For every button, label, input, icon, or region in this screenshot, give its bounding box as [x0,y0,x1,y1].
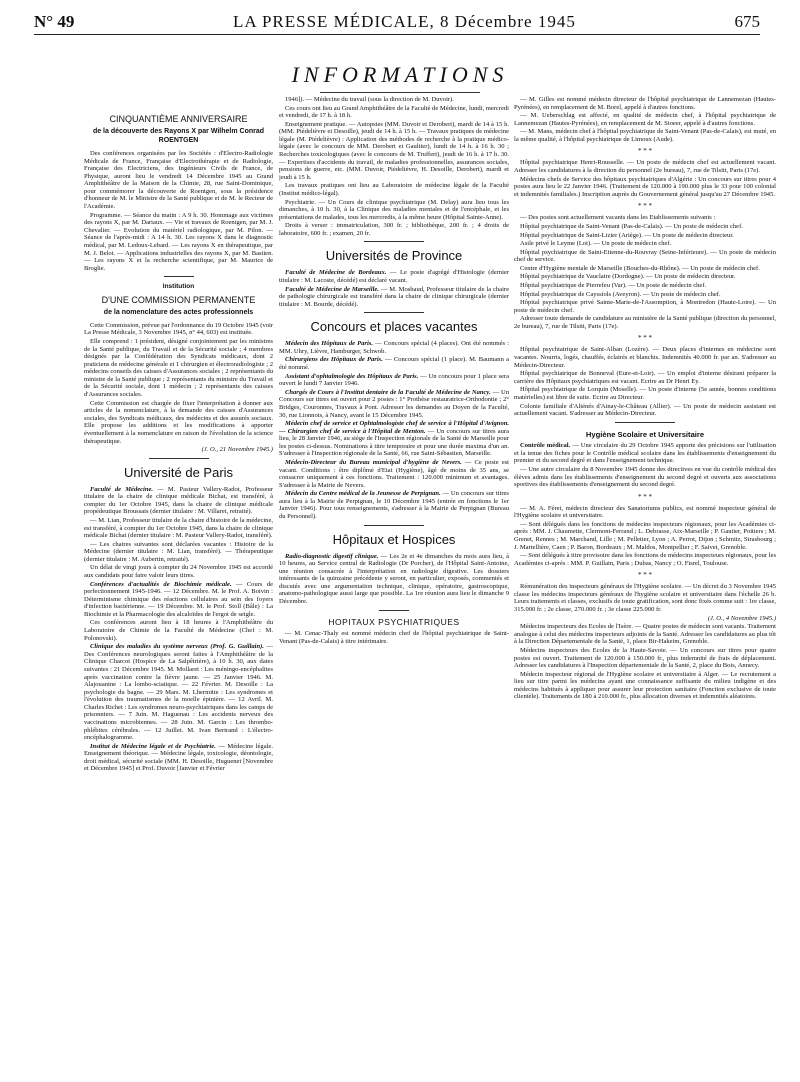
asterism: * * * [638,571,652,580]
separator [149,458,209,459]
paragraph: Médecin du Centre médical de la Jeunesse de Perpignan. — Un concours sur titres aura lieu à la Mairie de Perpignan, le 10 Décembre 1945 (entrée en fonctions le 1er Janvier 1946). Pour tous renseignements, s'adresser à la Mairie de Perpignan (Bureau du Personnel). [279,490,509,521]
separator [615,422,675,423]
paragraph: Clinique des maladies du système nerveux (Prof. G. Guillain). — Des Conférences neurologiques seront faites à l'Amphithéâtre de la Clinique Charcot (Hospice de La Salpêtrière), à 10 h. 30, aux dates suivantes : 21 Décembre 1945. M. Mollaret : Les méningo-encéphalites après vaccination contre la fièvre jaune. — 25 Janvier 1946. M. Alajouanine : La lombo-sciatique. — 22 Février. M. Desoille : La psychologie du bagne. — 29 Mars. M. Lhermitte : Les syndromes et l'évolution des traumatismes de la moelle épinière. — 12 Avril. M. Charles Richet : Les syndromes neuro-psychiatriques dans les camps de prisonniers. — 7 Juin. M. Haguenau : Les accidents nerveux des vaccinations microbiennes. — 28 Juin. M. Garcin : Les thrombo-phlébites cérébrales. — 12 Juillet. M. Ivan Bertrand : L'électro-encéphalogramme. [84,643,273,742]
paragraph: — Les chaires suivantes sont déclarées vacantes : Histoire de la Médecine (dernier titulaire : M. Lian, transféré). — Thérapeutique (dernier titulaire : M. Aubertin, retraité). [84,540,273,563]
running-head [34,12,760,34]
source-reference: (J. O., 4 Novembre 1945.) [707,614,776,622]
paragraph: Psychiatrie. — Un Cours de clinique psychiatrique (M. Delay) aura lieu tous les dimanches, à 10 h. 30, à la Clinique des maladies mentales et de l'encéphale, et les présentations de malades, tous les mercredis, à la même heure (Hôpital Sainte-Anne). [279,198,509,221]
paragraph: — Sont délégués à titre provisoire dans les fonctions de médecins inspecteurs régionaux, pour les Académies ci-après : MM. P. Guillain, Paris ; Dubas, Nancy ; O. Fisrel, Toulouse. [514,552,776,567]
separator [364,241,424,242]
school-hygiene-heading: Hygiène Scolaire et Universitaire [585,429,705,439]
paragraph: Hôpital psychiatrique de Saint-Venant (Pas-de-Calais). — Un poste de médecin chef. [520,222,743,230]
paragraph: 1946]). — Médecine du travail (sous la direction de M. Duvoir). [285,96,454,103]
paragraph: — M. Mans, médecin chef à l'hôpital psychiatrique de Saint-Venant (Pas-de-Calais), est muté, en la même qualité, à l'hôpital psychiatrique de Limoux (Aude). [514,128,776,143]
concours-heading: Concours et places vacantes [310,319,478,335]
paragraph: — Sont délégués dans les fonctions de médecins inspecteurs régionaux, pour les Académies ci-après : MM. J. Chaumette, Clermont-Ferrand ; L. Debrasse, Aix-Marseille ; P. Gautier, Poitiers ; M. Grenet, Rennes ; M. Marchand, Lille ; M. Pelletier, Lyon ; A. Perrot, Dijon ; Schmitz, Strasbourg ; J. Martellière, Caen ; P. Baron, Bordeaux ; M. Maldos, Montpellier ; F. Saivet, Grenoble. [514,520,776,551]
paragraph: Colonie familiale d'Aliénés d'Ainay-le-Château (Allier). — Un poste de médecin assistant est actuellement vacant. S'adresser au Médecin-Directeur. [514,402,776,418]
rubric-underline [320,92,480,93]
paragraph: — M. A. Féret, médecin directeur des Sanatoriums publics, est nommé inspecteur général de l'Hygiène scolaire et universitaire. [514,504,776,520]
paragraph: Médecin-Directeur du Bureau municipal d'hygiène de Nevers. — Ce poste est vacant. Conditions : être diplômé d'Etat (Hygiène), âgé de moins de 35 ans, se consacrer uniquement à ces fonctions. Traitement : 120.000 minimum et avantages. S'adresser à la Mairie de Nevers. [279,458,509,489]
paragraph: Hôpital psychiatrique de Cayssiols (Aveyron). — Un poste de médecin chef. [520,290,721,298]
paragraph: Cette Commission, prévue par l'ordonnance du 19 Octobre 1945 (voir La Presse Médicale, 3 Novembre 1945, n° 44, 603) est instituée. [84,321,273,337]
paragraph: Hôpital psychiatrique de Saint-Lizier (Ariège). — Un poste de médecin directeur. [520,231,734,239]
paragraph: Hôpital psychiatrique de Pierrefeu (Var). — Un poste de médecin chef. [520,281,707,289]
separator [379,610,409,611]
asterism: * * * [638,492,652,501]
paragraph: Hôpital psychiatrique de Saint-Etienne-du-Rouvray (Seine-Inférieure). — Un poste de médecin chef de service. [514,248,776,264]
hospitals-heading: Hôpitaux et Hospices [332,531,456,547]
paragraph: Un délai de vingt jours à compter du 24 Novembre 1945 est accordé aux candidats pour faire valoir leurs titres. [84,564,273,580]
paragraph: — Des postes sont actuellement vacants dans les Etablissements suivants : [520,214,716,222]
paragraph: Radio-diagnostic digestif clinique. — Les 2e et 4e dimanches du mois aura lieu, à 10 heures, au Service central de Radiologie (Dr Porcher), de l'Hôpital Saint-Antoine, une réunion consacrée à l'interprétation en radiologie digestive. Les dossiers intéressants de la quinzaine précédente y seront, en particulier, exposés, commentés et discutés avec une argumentation technique, clinique, opératoire, gastroscopique, anatomo-pathologique aussi large que possible. La 1re réunion aura lieu le dimanche 9 Décembre. [279,552,509,606]
paragraph: Médecin chef de service et Ophtalmologiste chef de service à l'Hôpital d'Avignon. — Chirurgien chef de service à l'Hôpital de Menton. — Un concours sur titres aura lieu, le 28 Janvier 1946, au siège de l'Inspection régionale de la Santé de Marseille pour les postes ci-dessus. Nominations à titre temporaire et pour une durée maxima d'un an. S'adresser à l'Inspection régionale de la Santé, 66, rue Saint-Sébastien, Marseille. [279,420,509,458]
paragraph: Les travaux pratiques ont lieu au Laboratoire de médecine légale de la Faculté (Institut médico-légal). [279,182,509,197]
paragraph: Hôpital psychiatrique privé Sainte-Marie-de-l'Assomption, à Montredon (Haute-Loire). — Un poste de médecin chef. [514,299,776,314]
page-number: 675 [734,12,760,31]
institution-label: Institution [162,283,195,291]
column-right [514,96,776,1082]
paragraph: Assistant d'ophtalmologie des Hôpitaux de Paris. — Un concours pour 1 place sera ouvert le lundi 7 Janvier 1946. [279,372,509,388]
psychiatric-hospitals-heading: HOPITAUX PSYCHIATRIQUES [328,616,460,627]
paragraph: — M. Lian, Professeur titulaire de la chaire d'histoire de la médecine, est transféré, à compter du 1er Octobre 1945, dans la chaire de clinique médicale Bichat (dernier titulaire : M. Pasteur Vallery-Radot, transféré). [84,516,273,540]
province-heading: Universités de Province [325,248,463,264]
header-rule [34,34,760,35]
paragraph: Faculté de Médecine de Marseille. — M. Mosbaud, Professeur titulaire de la chaire de pathologie chirurgicale est transféré dans la chaire de clinique chirurgicale (dernier titulaire : M. Bourde, décédé). [279,285,509,308]
paragraph: Médecins chefs de Service des hôpitaux psychiatriques d'Algérie : Un concours sur titres pour 4 postes aura lieu le 22 Janvier 1946. (Traitement de 120.000 à 190.000 plus le 33 pour 100 colonial et indemnités familiales.) Inscription auprès du Gouvernement général jusqu'au 27 Décembre 1945. [514,175,776,198]
separator [164,276,194,277]
source-reference: (J. O., 21 Novembre 1945.) [201,446,273,454]
paragraph: Des conférences organisées par les Sociétés : d'Electro-Radiologie Médicale de France, Française d'Electrothérapie et de Radiologie, Française des Electriciens, des Ingénieurs Civils de France, de Physique, auront lieu le vendredi 14 Décembre 1945 au Grand Amphithéâtre de la Maison de la Chimie, 28, rue Saint-Dominique, pour commémorer la découverte de Roentgen, sous la présidence d'honneur de M. le Ministre de la Santé publique et de M. le Recteur de l'Académie. [84,150,273,211]
asterism: * * * [638,147,652,156]
paragraph: Enseignement pratique. — Autopsies (MM. Duvoir et Derobert), mardi de 14 à 15 h. (MM. Piédelièvre et Desoille), jeudi de 14 h. à 15 h. — Travaux pratiques de médecine légale (M. Piédelièvre) : Application des méthodes de recherche à la pratique médico-légale (avec le concours de MM. Derobert et Gaultier), lundi de 14 h. à 16 h. 30 ; Recherches toxicologiques (avec le concours de M. Truffert), jeudi de 16 h. à 17 h. 30. — Expertises d'accidents du travail, de maladies professionnelles, assurances sociales, pensions de guerre, etc. (MM. Duvoir, Piédelièvre, H. Desoille, Derobert), mardi et jeudi à 15 h. [279,120,509,181]
paragraph: Médecins inspecteurs des Ecoles de l'Isère. — Quatre postes de médecin sont vacants. Traitement analogue à celui des médecins inspecteurs adjoints de la Santé. Adresser les candidatures au plus tôt à la Direction Départementale de la Santé, 1, place Bir-Hakeim, Grenoble. [514,623,776,646]
paragraph: Asile privé le Leyme (Lot). — Un poste de médecin chef. [520,240,672,248]
asterism: * * * [638,334,652,343]
paragraph: — M. Cenac-Thaly est nommé médecin chef de l'hôpital psychiatrique de Saint-Venant (Pas-de-Calais) à titre intérimaire. [279,630,509,645]
paragraph: Hôpital psychiatrique de Vauclaire (Dordogne). — Un poste de médecin directeur. [520,273,736,281]
section-rubric: INFORMATIONS [291,62,509,87]
column-left [84,96,273,1082]
column-middle [279,96,509,1082]
paragraph: Centre d'Hygiène mentale de Marseille (Bouches-du-Rhône). — Un poste de médecin chef. [520,264,760,272]
commission-subheading: de la nomenclature des actes professionnels [103,308,254,316]
paragraph: Hôpital psychiatrique de Lorquin (Moselle). — Un poste d'interne (5e année, bonnes conditions matérielles) est libre de suite. Ecrire au Directeur. [514,386,776,401]
paragraph: Cette Commission est chargée de fixer l'interprétation à donner aux articles de la nomenclature, à la demande des caisses d'Assurances sociales, des Syndicats médicaux, des médecins et des assurés sociaux. Elle propose les additions et les modifications à apporter éventuellement à la nomenclature en raison de l'évolution de la science thérapeutique. [84,399,273,445]
paragraph: Ces conférences auront lieu à 18 heures à l'Amphithéâtre du Laboratoire de Chimie de la Faculté de Médecine (Chef : M. Polonovski). [84,619,273,642]
paragraph: Chargés de Cours à l'Institut dentaire de la Faculté de Médecine de Nancy. — Un Concours sur titres est ouvert pour 2 postes : 1° Prothèse restauratrice-Orthodontie ; 2° Bridges, Couronnes, Travaux à Pont. Adresser les demandes au Doyen de la Faculté, 30, rue Lionnois, à Nancy, avant le 15 Décembre 1945. [279,388,509,419]
paragraph: Faculté de Médecine. — M. Pasteur Vallery-Radot, Professeur titulaire de la chaire de clinique médicale Bichat, est transféré, à compter du 1er Octobre 1945, dans la chaire de clinique médicale propédeutique Broussais (dernier titulaire : M. Villaret, retraité). [84,485,273,516]
paris-heading: Université de Paris [123,464,234,480]
anniversary-heading: CINQUANTIÈME ANNIVERSAIRE [109,114,248,124]
paragraph: Hôpital psychiatrique de Saint-Alban (Lozère). — Deux places d'internes en médecine sont vacantes. Nourris, logés, chauffés, éclairés et blanchis. Indemnités 40.000 fr. par an. S'adresser au Médecin-Directeur. [514,346,776,369]
paragraph: — Une autre circulaire du 8 Novembre 1945 donne des directives en vue du contrôle médical des élèves admis dans les établissements d'enseignement du second degré et ouverts aux associations sportives des établissements d'enseignement du second degré. [514,465,776,489]
paragraph: Médecin inspecteur régional de l'Hygiène scolaire et universitaire à Alger. — Le recrutement a lieu sur titre parmi les médecins ayant une connaissance suffisante du milieu indigène et des médecins habitués à appliquer pour assurer leur protection sanitaire (Fonction exclusive de toute clientèle). Traitements de 180 à 210.000 fr., plus allocation diverses et indemnités aléatoires. [514,670,776,701]
journal-title: LA PRESSE MÉDICALE, 8 Décembre 1945 [232,12,576,31]
paragraph: Programme. — Séance du matin : A 9 h. 30. Hommage aux victimes des rayons X, par M. Dariaux. — Vie et travaux de Roentgen, par M. J. Chevalier. — Evolution du matériel radiologique, par M. Pilon. — Séance de l'après-midi : A 14 h. 30. Les rayons X dans le diagnostic médical, par M. Ledoux-Lebard. — Les rayons X en thérapeutique, par M. J. Belot. — Applications industrielles des rayons X, par M. Bastien. — Les rayons X et la recherche scientifique, par M. Maurice de Broglie. [84,211,273,272]
paragraph: Hôpital psychiatrique Henri-Rousselle. — Un poste de médecin chef est actuellement vacant. Adresser les candidatures à la direction du personnel (2e bureau), 7, rue de Tilsitt, Paris (17e). [514,159,776,175]
paragraph: Conférences d'actualités de Biochimie médicale. — Cours de perfectionnement 1945-1946. — 12 Décembre. M. le Prof. A. Boivin : Déterminisme chimique des réactions cellulaires au sein des foyers d'infection bactérienne. — 19 Décembre. M. le Prof. Stoll (Bâle) : La Biochimie et la Pharmacologie des alcaloïdes de l'ergot de seigle. [84,580,273,618]
paragraph: Faculté de Médecine de Bordeaux. — Le poste d'agrégé d'Histologie (dernier titulaire : M. Lacoste, décédé) est déclaré vacant. [279,269,509,284]
paragraph: Hôpital psychiatrique de Bonneval (Eure-et-Loir). — Un emploi d'interne désirant préparer la carrière des Hôpitaux psychiatriques est vacant. Ecrire au Dr Henri Ey. [514,370,776,385]
paragraph: — M. Gilles est nommé médecin directeur de l'hôpital psychiatrique de Lannemezan (Hautes-Pyrénées), en remplacement de M. Borel, appelé à d'autres fonctions. [514,96,776,111]
issue-number: N° 49 [34,12,75,31]
paragraph: Droits à verser : immatriculation, 300 fr. ; bibliothèque, 200 fr. ; 4 droits de laboratoire, 600 fr. ; examen, 20 fr. [279,222,509,237]
anniversary-subheading: de la découverte des Rayons X par Wilhelm Conrad ROENTGEN [92,128,265,144]
commission-heading: D'UNE COMMISSION PERMANENTE [101,294,256,305]
paragraph: Contrôle médical. — Une circulaire du 29 Octobre 1945 apporte des précisions sur l'utilisation et la tenue des fiches pour le Contrôle médical scolaire dans les établissements d'enseignement du premier et du second degré et dans l'enseignement technique. [514,442,776,465]
asterism: * * * [638,202,652,211]
paragraph: Institut de Médecine légale et de Psychiatrie. — Médecine légale. Enseignement théorique. — Médecine légale, toxicologie, déontologie, droit médical, sécurité sociale (MM. H. Desoille, Huguenet [Novembre et Décembre 1945] et Prof. Duvoir [Janvier et Février [84,742,273,773]
paragraph: — M. Ueberschlag est affecté, en qualité de médecin chef, à l'hôpital psychiatrique de Lannemezan (Hautes-Pyrénées), en remplacement de M. Stoeer, appelé à d'autres fonctions. [514,112,776,127]
paragraph: Médecin des Hôpitaux de Paris. — Concours spécial (4 places). Ont été nommés : MM. Uhry, Lièvre, Hamburger, Schwob. [279,340,509,355]
paragraph: Rémunération des inspecteurs généraux de l'Hygiène scolaire. — Un décret du 3 Novembre 1945 classe les médecins inspecteurs généraux de l'hygiène scolaire et universitaire dans l'échelle 26 b. Leurs traitements et classes, exclusifs de toute gratification, sont donc fixés comme suit : 1re classe, 315.000 fr. ; 2e classe, 270.000 fr. ; 3e classe 225.000 fr. [514,583,776,614]
paragraph: Chirurgiens des Hôpitaux de Paris. — Concours spécial (1 place). M. Baumann a été nommé. [279,356,509,372]
paragraph: Ces cours ont lieu au Grand Amphithéâtre de la Faculté de Médecine, lundi, mercredi et vendredi, de 17 h. à 18 h. [279,104,509,120]
paragraph: Adresser toute demande de candidature au ministère de la Santé publique (direction du personnel, 2e bureau), 7, rue de Tilsitt, Paris (17e). [514,315,776,330]
paragraph: Elle comprend : 1 président, désigné conjointement par les ministres de la Santé publique, du Travail et de la Sécurité sociale ; 4 membres désignés par la Confédération des Syndicats médicaux, dont 2 praticiens de médecine générale et 1 chirurgien et électroradiologiste ; 2 médecins conseils des caisses d'Assurances sociales ; 2 représentants du ministre de la Santé publique ; 2 représentants du ministre du Travail et de la Sécurité sociale, dont 1 médecin ; 2 représentants des caisses d'Assurances sociales. [84,337,273,399]
separator [364,525,424,526]
separator [364,312,424,313]
paragraph: Médecins inspecteurs des Ecoles de la Haute-Savoie. — Un concours sur titres pour quatre postes est ouvert. Traitement de 120.000 à 150.000 fr., plus indemnité de frais de déplacement. Adresser les candidatures à l'Inspection départementale de la Santé, 2, place du Bois, Annecy. [514,646,776,670]
